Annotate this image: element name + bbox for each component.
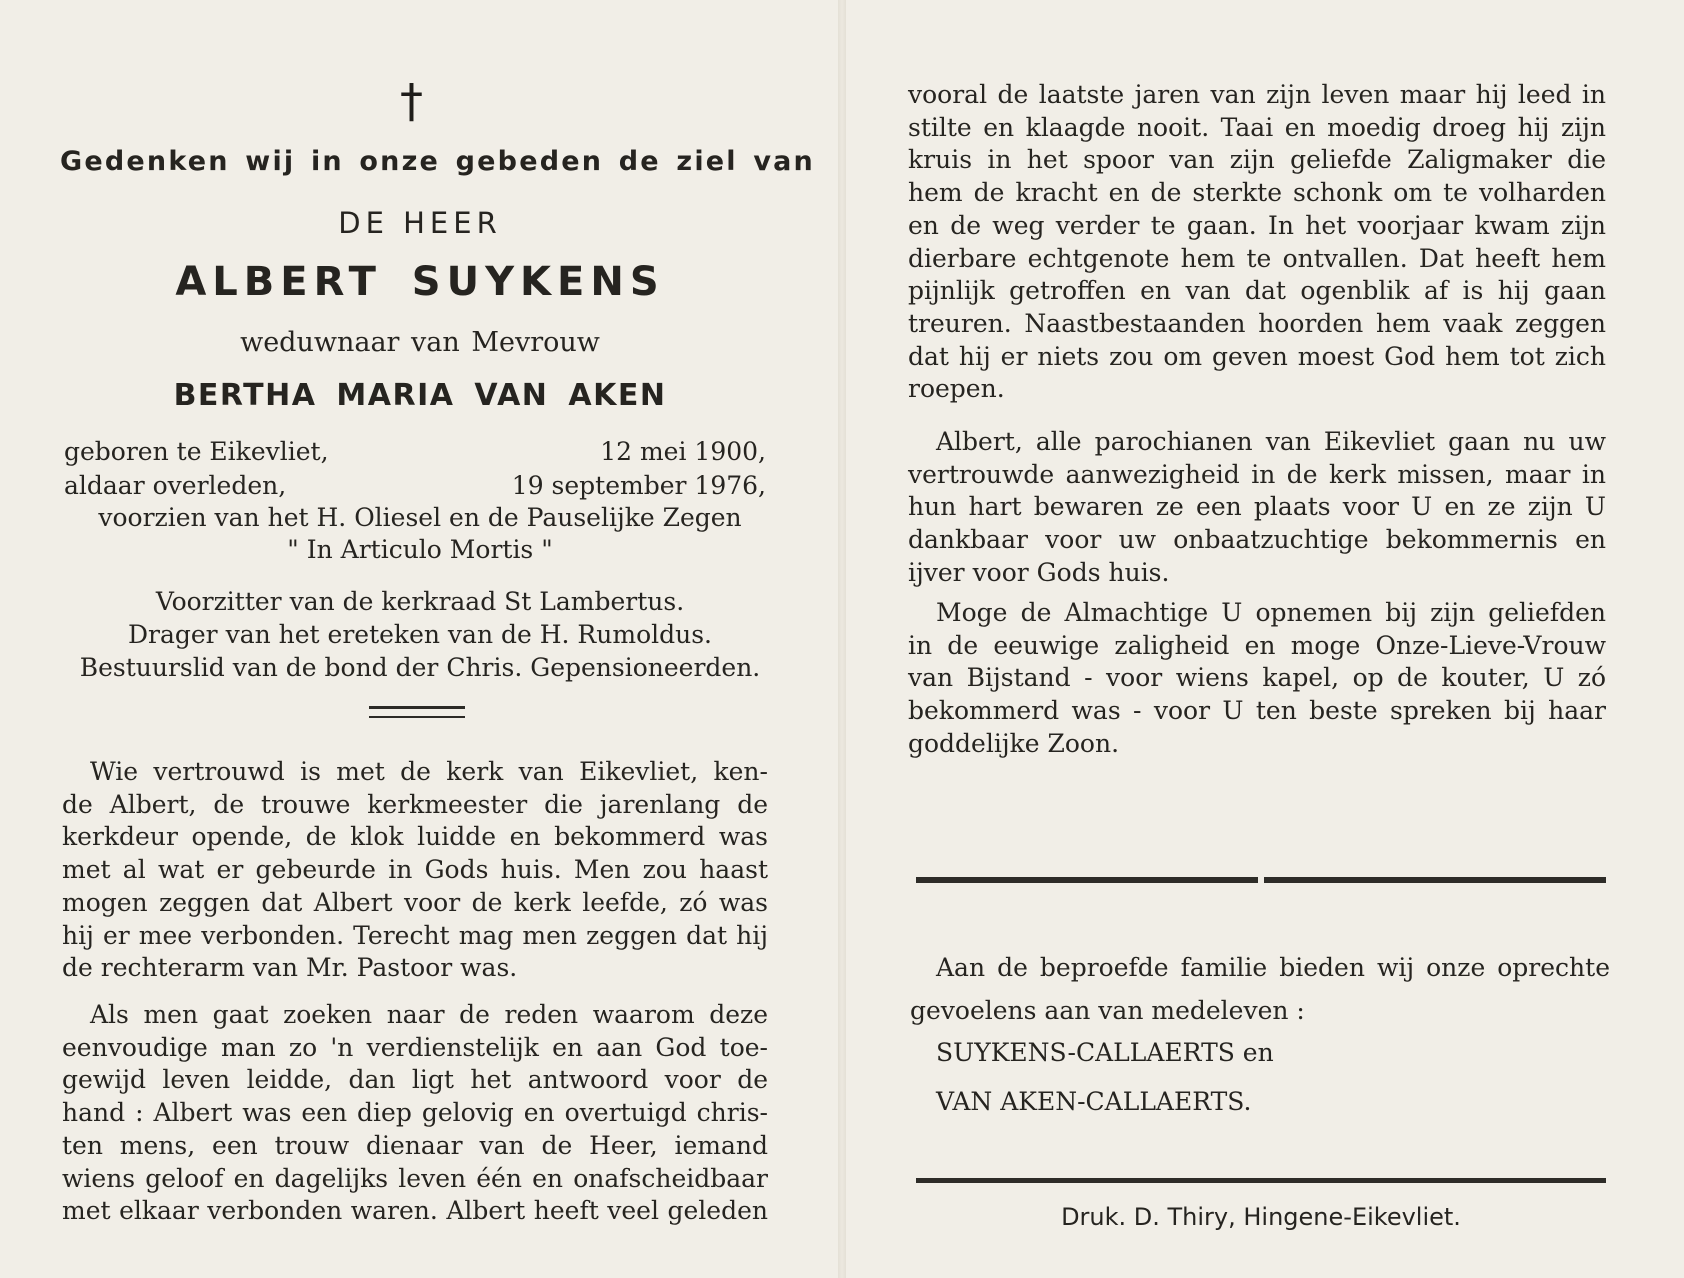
text-line: de rechterarm van Mr. Pastoor was. bbox=[62, 953, 518, 983]
text-line: dat hij er niets zou om geven moest God hem tot zich bbox=[908, 341, 1606, 371]
text-line: roepen. bbox=[908, 374, 1005, 404]
text-line: vooral de laatste jaren van zijn leven maar hij leed in bbox=[908, 80, 1606, 109]
printer-credit: Druk. D. Thiry, Hingene-Eikevliet. bbox=[1061, 1203, 1461, 1231]
divider-double-rule bbox=[916, 877, 1606, 883]
sacraments-line: voorzien van het H. Oliesel en de Pauselijke Zegen bbox=[98, 503, 742, 532]
text-line: van Bijstand - voor wiens kapel, op de kouter, U zó bbox=[908, 663, 1606, 693]
card-fold bbox=[838, 0, 846, 1278]
birth-label: geboren te Eikevliet, bbox=[64, 437, 329, 466]
cross-icon: † bbox=[400, 74, 423, 128]
text-line: goddelijke Zoon. bbox=[908, 728, 1120, 758]
text-line: met al wat er gebeurde in Gods huis. Men zou haast bbox=[62, 855, 768, 885]
text-line: kruis in het spoor van zijn geliefde Zaligmaker die bbox=[908, 145, 1606, 175]
biography-paragraph-2 bbox=[62, 999, 768, 1228]
text-line: ten mens, een trouw dienaar van de Heer, iemand bbox=[62, 1130, 768, 1160]
text-line: hand : Albert was een diep gelovig en overtuigd chris- bbox=[62, 1098, 768, 1128]
widow-line: weduwnaar van Mevrouw bbox=[240, 327, 600, 358]
condolence-text bbox=[910, 946, 1610, 1032]
text-line: bekommerd was - voor U ten beste spreken bij haar bbox=[908, 696, 1606, 726]
text-line: Albert, alle parochianen van Eikevliet gaan nu uw bbox=[936, 427, 1606, 456]
family-name: SUYKENS-CALLAERTS en bbox=[936, 1038, 1274, 1067]
text-line: gevoelens aan van medeleven : bbox=[910, 996, 1305, 1025]
spouse-name: BERTHA MARIA VAN AKEN bbox=[173, 378, 667, 413]
function-item: Bestuurslid van de bond der Chris. Gepensioneerden. bbox=[79, 653, 761, 682]
text-line: gewijd leven leidde, dan ligt het antwoord voor de bbox=[62, 1065, 768, 1095]
text-line: kerkdeur opende, de klok luidde en bekommerd was bbox=[62, 822, 768, 852]
text-line: hun hart bewaren ze een plaats voor U en ze zijn U bbox=[908, 492, 1606, 522]
text-line: in de eeuwige zaligheid en moge Onze-Lieve-Vrouw bbox=[908, 630, 1606, 660]
divider-rule bbox=[916, 1178, 1606, 1183]
functions-list bbox=[60, 585, 780, 684]
text-line: treuren. Naastbestaanden hoorden hem vaak zeggen bbox=[908, 308, 1606, 338]
text-line: Moge de Almachtige U opnemen bij zijn geliefden bbox=[936, 598, 1606, 627]
left-page bbox=[0, 0, 840, 1278]
birth-row bbox=[64, 437, 766, 466]
text-line: en de weg verder te gaan. In het voorjaar kwam zijn bbox=[908, 210, 1606, 240]
text-line: dankbaar voor uw onbaatzuchtige bekommernis en bbox=[908, 525, 1606, 555]
text-line: pijnlijk getroffen en van dat ogenblik af is hij gaan bbox=[908, 276, 1606, 306]
text-line: met elkaar verbonden waren. Albert heeft veel geleden bbox=[62, 1196, 768, 1226]
biography-paragraph-4 bbox=[908, 426, 1606, 590]
text-line: Aan de beproefde familie bieden wij onze oprechte bbox=[936, 953, 1610, 982]
honorific: DE HEER bbox=[338, 206, 502, 240]
text-line: hem de kracht en de sterkte schonk om te volharden bbox=[908, 178, 1606, 208]
text-line: Als men gaat zoeken naar de reden waarom deze bbox=[90, 1000, 768, 1029]
text-line: stilte en klaagde nooit. Taai en moedig droeg hij zijn bbox=[908, 112, 1606, 142]
function-item: Voorzitter van de kerkraad St Lambertus. bbox=[155, 587, 685, 616]
intro-line: Gedenken wij in onze gebeden de ziel van bbox=[60, 146, 815, 177]
text-line: hij er mee verbonden. Terecht mag men zeggen dat hij bbox=[62, 920, 768, 950]
text-line: de Albert, de trouwe kerkmeester die jarenlang de bbox=[62, 789, 768, 819]
text-line: Wie vertrouwd is met de kerk van Eikevliet, ken- bbox=[90, 757, 768, 786]
text-line: eenvoudige man zo 'n verdienstelijk en aan God toe- bbox=[62, 1032, 768, 1062]
biography-paragraph-1 bbox=[62, 756, 768, 985]
death-label: aldaar overleden, bbox=[64, 471, 287, 500]
text-line: wiens geloof en dagelijks leven één en onafscheidbaar bbox=[62, 1163, 768, 1193]
function-item: Drager van het ereteken van de H. Rumoldus. bbox=[127, 620, 712, 649]
divider-ornament bbox=[369, 706, 465, 718]
death-date: 19 september 1976, bbox=[511, 471, 766, 500]
text-line: dierbare echtgenote hem te ontvallen. Dat heeft hem bbox=[908, 243, 1606, 273]
text-line: vertrouwde aanwezigheid in de kerk missen, maar in bbox=[908, 459, 1606, 489]
text-line: ijver voor Gods huis. bbox=[908, 557, 1170, 587]
death-row bbox=[64, 471, 766, 500]
text-line: mogen zeggen dat Albert voor de kerk leefde, zó was bbox=[62, 887, 768, 917]
prayer-paragraph bbox=[908, 597, 1606, 761]
deceased-name: ALBERT SUYKENS bbox=[175, 259, 665, 305]
birth-date: 12 mei 1900, bbox=[600, 437, 766, 466]
family-name: VAN AKEN-CALLAERTS. bbox=[936, 1087, 1252, 1116]
sacraments-latin: " In Articulo Mortis " bbox=[287, 535, 553, 564]
biography-paragraph-3 bbox=[908, 79, 1606, 406]
